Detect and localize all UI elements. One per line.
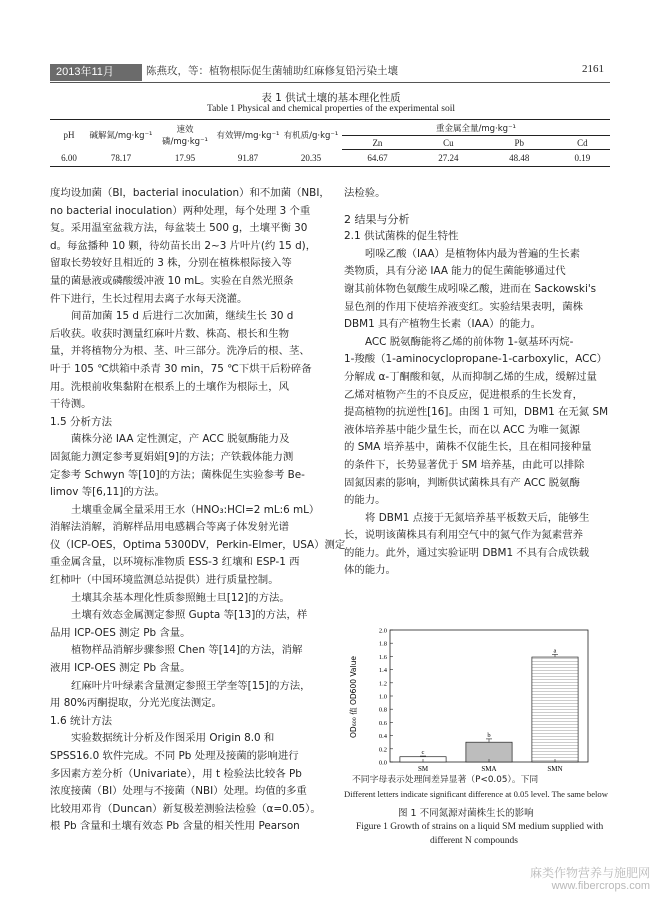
body-line: 比较用邓肯（Duncan）新复极差测验法检验（α=0.05）。 <box>50 802 321 815</box>
body-line: 品用 ICP-OES 测定 Pb 含量。 <box>50 626 191 639</box>
table-header-pb: Pb <box>484 136 555 150</box>
body-line: 土壤重金属全量采用王水（HNO₃:HCl=2 mL:6 mL） <box>71 503 320 516</box>
body-line: 的条件下，长势显著优于 SM 培养基，由此可以排除 <box>344 458 585 471</box>
table-header-p: 速效磷/mg·kg⁻¹ <box>162 124 208 147</box>
significance-letter: c <box>421 749 425 757</box>
body-line: 植物样品消解步骤参照 Chen 等[14]的方法，消解 <box>71 644 303 657</box>
body-line: 谢其前体物色氨酸生成吲哚乙酸，进而在 Sackowski's <box>344 282 597 295</box>
y-axis-label: OD₆₀₀ 值 OD600 Value <box>349 656 358 738</box>
header-rule <box>50 82 610 83</box>
body-line: SPSS16.0 软件完成。不同 Pb 处理及接菌的影响进行 <box>50 750 299 762</box>
table-header-n: 碱解氮/mg·kg⁻¹ <box>89 130 153 141</box>
table-cell-cd: 0.19 <box>555 150 610 167</box>
y-tick-label: 1.8 <box>378 640 387 648</box>
body-line: 根 Pb 含量和土壤有效态 Pb 含量的相关性用 Pearson <box>50 820 300 833</box>
section-heading-2-1: 2.1 供试菌株的促生特性 <box>344 230 459 243</box>
x-tick-label: SMA <box>481 765 497 772</box>
issue-badge: 2013年11月 <box>50 64 142 81</box>
y-tick-label: 0.0 <box>378 759 387 767</box>
body-line: 显色剂的作用下使培养液变红。实验结果表明，菌株 <box>344 300 583 313</box>
watermark-cn: 麻类作物营养与施肥网 <box>529 866 650 880</box>
body-line: 菌株分泌 IAA 定性测定，产 ACC 脱氨酶能力及 <box>71 433 290 446</box>
y-tick-label: 2.0 <box>378 627 387 635</box>
table-header-k: 有效钾/mg·kg⁻¹ <box>216 130 280 141</box>
body-line: 用 80%丙酮提取，分光光度法测定。 <box>50 697 222 710</box>
body-line: 仪（ICP-OES，Optima 5300DV，Perkin-Elmer，USA）测定 <box>50 538 346 551</box>
body-line: 类物质，具有分泌 IAA 能力的促生菌能够通过代 <box>344 265 566 278</box>
table-cell-cu: 27.24 <box>413 150 484 167</box>
body-line: 的能力。 <box>344 494 386 507</box>
body-line: 1-羧酸（1-aminocyclopropane-1-carboxylic，ACC） <box>344 353 608 366</box>
body-line: 的能力。此外，通过实验证明 DBM1 不具有合成铁载 <box>344 546 590 559</box>
body-line: 土壤有效态金属测定参照 Gupta 等[13]的方法，样 <box>71 609 308 622</box>
significance-letter: b <box>487 731 491 739</box>
body-line: 复。采用温室盆栽方法，每盆装土 500 g，土壤平衡 30 <box>50 222 308 235</box>
section-heading-1-6: 1.6 统计方法 <box>50 714 113 727</box>
left-column <box>50 185 346 836</box>
y-tick-label: 1.4 <box>378 667 387 675</box>
body-line: 后收获。收获时测量红麻叶片数、株高、根长和生物 <box>50 327 289 340</box>
body-line: 实验数据统计分析及作图采用 Origin 8.0 和 <box>71 732 275 745</box>
section-heading-2: 2 结果与分析 <box>344 212 410 226</box>
body-line: ACC 脱氨酶能将乙烯的前体物 1-氨基环丙烷- <box>365 335 574 348</box>
body-line: 长，说明该菌株具有利用空气中的氮气作为氮素营养 <box>344 529 583 542</box>
body-line: 重金属含量，以环境标准物质 ESS-3 红壤和 ESP-1 西 <box>50 556 300 569</box>
table-header-metals: 重金属全量/mg·kg⁻¹ <box>436 123 516 134</box>
body-line: 间苗加菌 15 d 后进行二次加菌，继续生长 30 d <box>71 310 294 323</box>
body-line: 用。洗根前收集黏附在根系上的土壤作为根际土，风 <box>50 380 289 393</box>
y-tick-label: 1.2 <box>378 680 387 688</box>
body-line: 浓度接菌（BI）处理与不接菌（NBI）处理。均值的多重 <box>50 785 307 798</box>
body-line: 干待测。 <box>50 398 92 411</box>
y-tick-label: 0.8 <box>378 706 387 714</box>
figure-1-bar-chart <box>344 622 614 772</box>
body-line: 将 DBM1 点接于无氮培养基平板数天后，能够生 <box>365 511 590 524</box>
watermark-url: www.fibercrops.com <box>551 880 650 892</box>
running-title: 陈燕玫，等：植物根际促生菌辅助红麻修复铅污染土壤 <box>146 65 398 77</box>
body-line: 液用 ICP-OES 测定 Pb 含量。 <box>50 662 191 675</box>
body-line: 分解成 α-丁酮酸和氨，从而抑制乙烯的生成，缓解过量 <box>344 370 597 383</box>
body-line: 留取长势较好且相近的 3 株，分别在植株根际接入等 <box>50 257 292 270</box>
body-line: 消解法消解，消解样品用电感耦合等离子体发射光谱 <box>50 521 289 534</box>
x-tick-label: SMN <box>547 765 563 772</box>
table-cell-k: 91.87 <box>216 150 280 167</box>
body-line: 叶于 105 ℃烘箱中杀青 30 min，75 ℃下烘干后粉碎备 <box>50 362 312 375</box>
body-line: 多因素方差分析（Univariate），用 t 检验法比较各 Pb <box>50 767 302 780</box>
body-line: 固氮能力测定参考夏娟娟[9]的方法；产铁载体能力测 <box>50 450 294 463</box>
section-heading-1-5: 1.5 分析方法 <box>50 415 113 428</box>
soil-properties-table <box>50 119 610 167</box>
body-line: DBM1 具有产植物生长素（IAA）的能力。 <box>344 318 542 331</box>
y-tick-label: 0.4 <box>378 733 387 741</box>
body-line: no bacterial inoculation）两种处理，每个处理 3 个重 <box>50 204 311 217</box>
table-header-cu: Cu <box>413 136 484 150</box>
x-tick-label: SM <box>417 765 429 772</box>
figure-caption-cn: 图 1 不同氮源对菌株生长的影响 <box>398 808 534 819</box>
body-line: 红柿叶（中国环境监测总站提供）进行质量控制。 <box>50 574 279 587</box>
body-line: 定参考 Schwyn 等[10]的方法；菌株促生实验参考 Be- <box>50 468 305 481</box>
table-cell-pb: 48.48 <box>484 150 555 167</box>
y-tick-label: 1.6 <box>378 653 387 661</box>
figure-note-cn: 不同字母表示处理间差异显著（P<0.05）。下同 <box>352 775 539 785</box>
y-tick-label: 0.2 <box>378 746 387 754</box>
table-cell-n: 78.17 <box>88 150 154 167</box>
page-number: 2161 <box>582 63 604 75</box>
body-line: 红麻叶片叶绿素含量测定参照王学奎等[15]的方法， <box>71 679 311 692</box>
body-line: 土壤其余基本理化性质参照鲍士旦[12]的方法。 <box>71 591 290 604</box>
body-line: 固氮因素的影响，判断供试菌株具有产 ACC 脱氨酶 <box>344 476 580 489</box>
body-line: 体的能力。 <box>344 564 396 577</box>
figure-caption-en-1: Figure 1 Growth of strains on a liquid SM medium supplied with <box>356 822 604 832</box>
figure-caption-en-2: different N compounds <box>430 836 518 846</box>
table-header-om: 有机质/g·kg⁻¹ <box>283 130 339 141</box>
table-cell-om: 20.35 <box>280 150 342 167</box>
plot-area <box>379 628 588 773</box>
body-line: 乙烯对植物产生的不良反应，促进根系的生长发育， <box>344 388 583 401</box>
table-header-ph: pH <box>63 129 75 140</box>
body-line: limov 等[6,11]的方法。 <box>50 486 165 499</box>
body-line: 量的菌悬液或磷酸缓冲液 10 mL。实验在自然光照条 <box>50 274 294 287</box>
bar-smn <box>532 657 578 762</box>
body-line: 提高植物的抗逆性[16]。由图 1 可知，DBM1 在无氮 SM <box>344 406 609 419</box>
body-line: 的 SMA 培养基中，菌株不仅能生长，且在相同接种量 <box>344 441 592 454</box>
table-cell-ph: 6.00 <box>50 150 88 167</box>
table-cell-p: 17.95 <box>154 150 216 167</box>
significance-letter: a <box>553 647 557 655</box>
y-tick-label: 0.6 <box>378 719 387 727</box>
body-line: d。每盆播种 10 颗，待幼苗长出 2~3 片叶片(约 15 d)， <box>50 239 317 252</box>
figure-note-en: Different letters indicate significant difference at 0.05 level. The same below <box>344 789 608 799</box>
table-cell-zn: 64.67 <box>342 150 413 167</box>
y-tick-label: 1.0 <box>378 693 387 701</box>
table-title-cn: 表 1 供试土壤的基本理化性质 <box>261 92 401 104</box>
body-line: 件下进行，生长过程用去离子水每天浇灌。 <box>50 292 248 305</box>
table-header-zn: Zn <box>342 136 413 150</box>
table-header-cd: Cd <box>555 136 610 150</box>
body-line: 度均设加菌（BI，bacterial inoculation）和不加菌（NBI， <box>50 187 330 199</box>
body-line: 量，并将植物分为根、茎、叶三部分。洗净后的根、茎、 <box>50 345 310 358</box>
right-column <box>344 185 614 580</box>
body-line: 液体培养基中能少量生长，而在以 ACC 为唯一氮源 <box>344 423 580 436</box>
body-line: 吲哚乙酸（IAA）是植物体内最为普遍的生长素 <box>365 247 580 260</box>
body-line: 法检验。 <box>344 187 386 199</box>
table-title-en: Table 1 Physical and chemical properties of the experimental soil <box>206 104 456 114</box>
